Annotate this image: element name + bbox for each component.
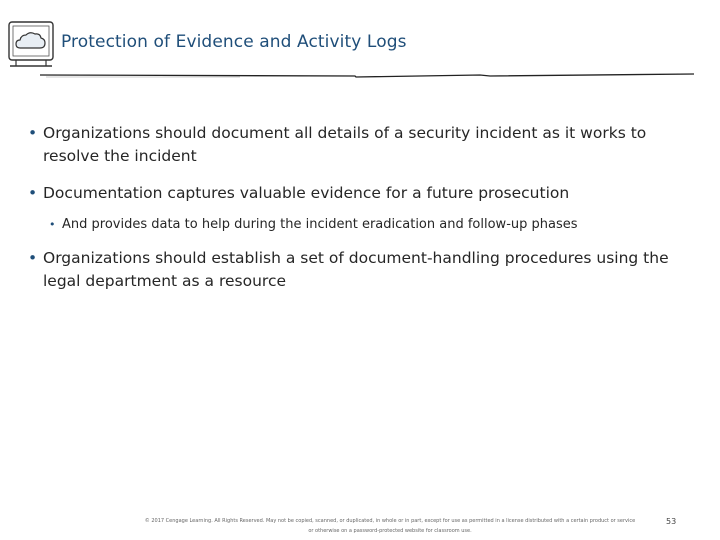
bullet-marker: • [28,249,38,267]
slide-body [28,122,698,307]
bullet-text: Organizations should establish a set of document-handling procedures using the legal department as a resource [43,249,669,290]
title-underline [40,60,700,90]
bullet-item [28,247,698,293]
sub-bullet-marker: • [49,218,56,231]
bullet-marker: • [28,184,38,202]
bullet-item [28,182,698,205]
copyright-line-2: or otherwise on a password-protected website for classroom use. [308,528,472,534]
bullet-text: Documentation captures valuable evidence for a future prosecution [43,184,570,202]
sub-bullet-item [28,215,698,235]
page-number: 53 [666,517,677,526]
bullet-item [28,122,698,168]
slide-title: Protection of Evidence and Activity Logs [61,32,407,52]
bullet-marker: • [28,124,38,142]
copyright-line-1: © 2017 Cengage Learning. All Rights Reserved. May not be copied, scanned, or duplicated, in whole or in part, except for use as permitted in a license distributed with a certain product or service [144,518,636,524]
sub-bullet-text: And provides data to help during the incident eradication and follow-up phases [62,217,578,232]
bullet-text: Organizations should document all details of a security incident as it works to resolve the incident [43,124,647,165]
copyright-footer [120,516,660,536]
